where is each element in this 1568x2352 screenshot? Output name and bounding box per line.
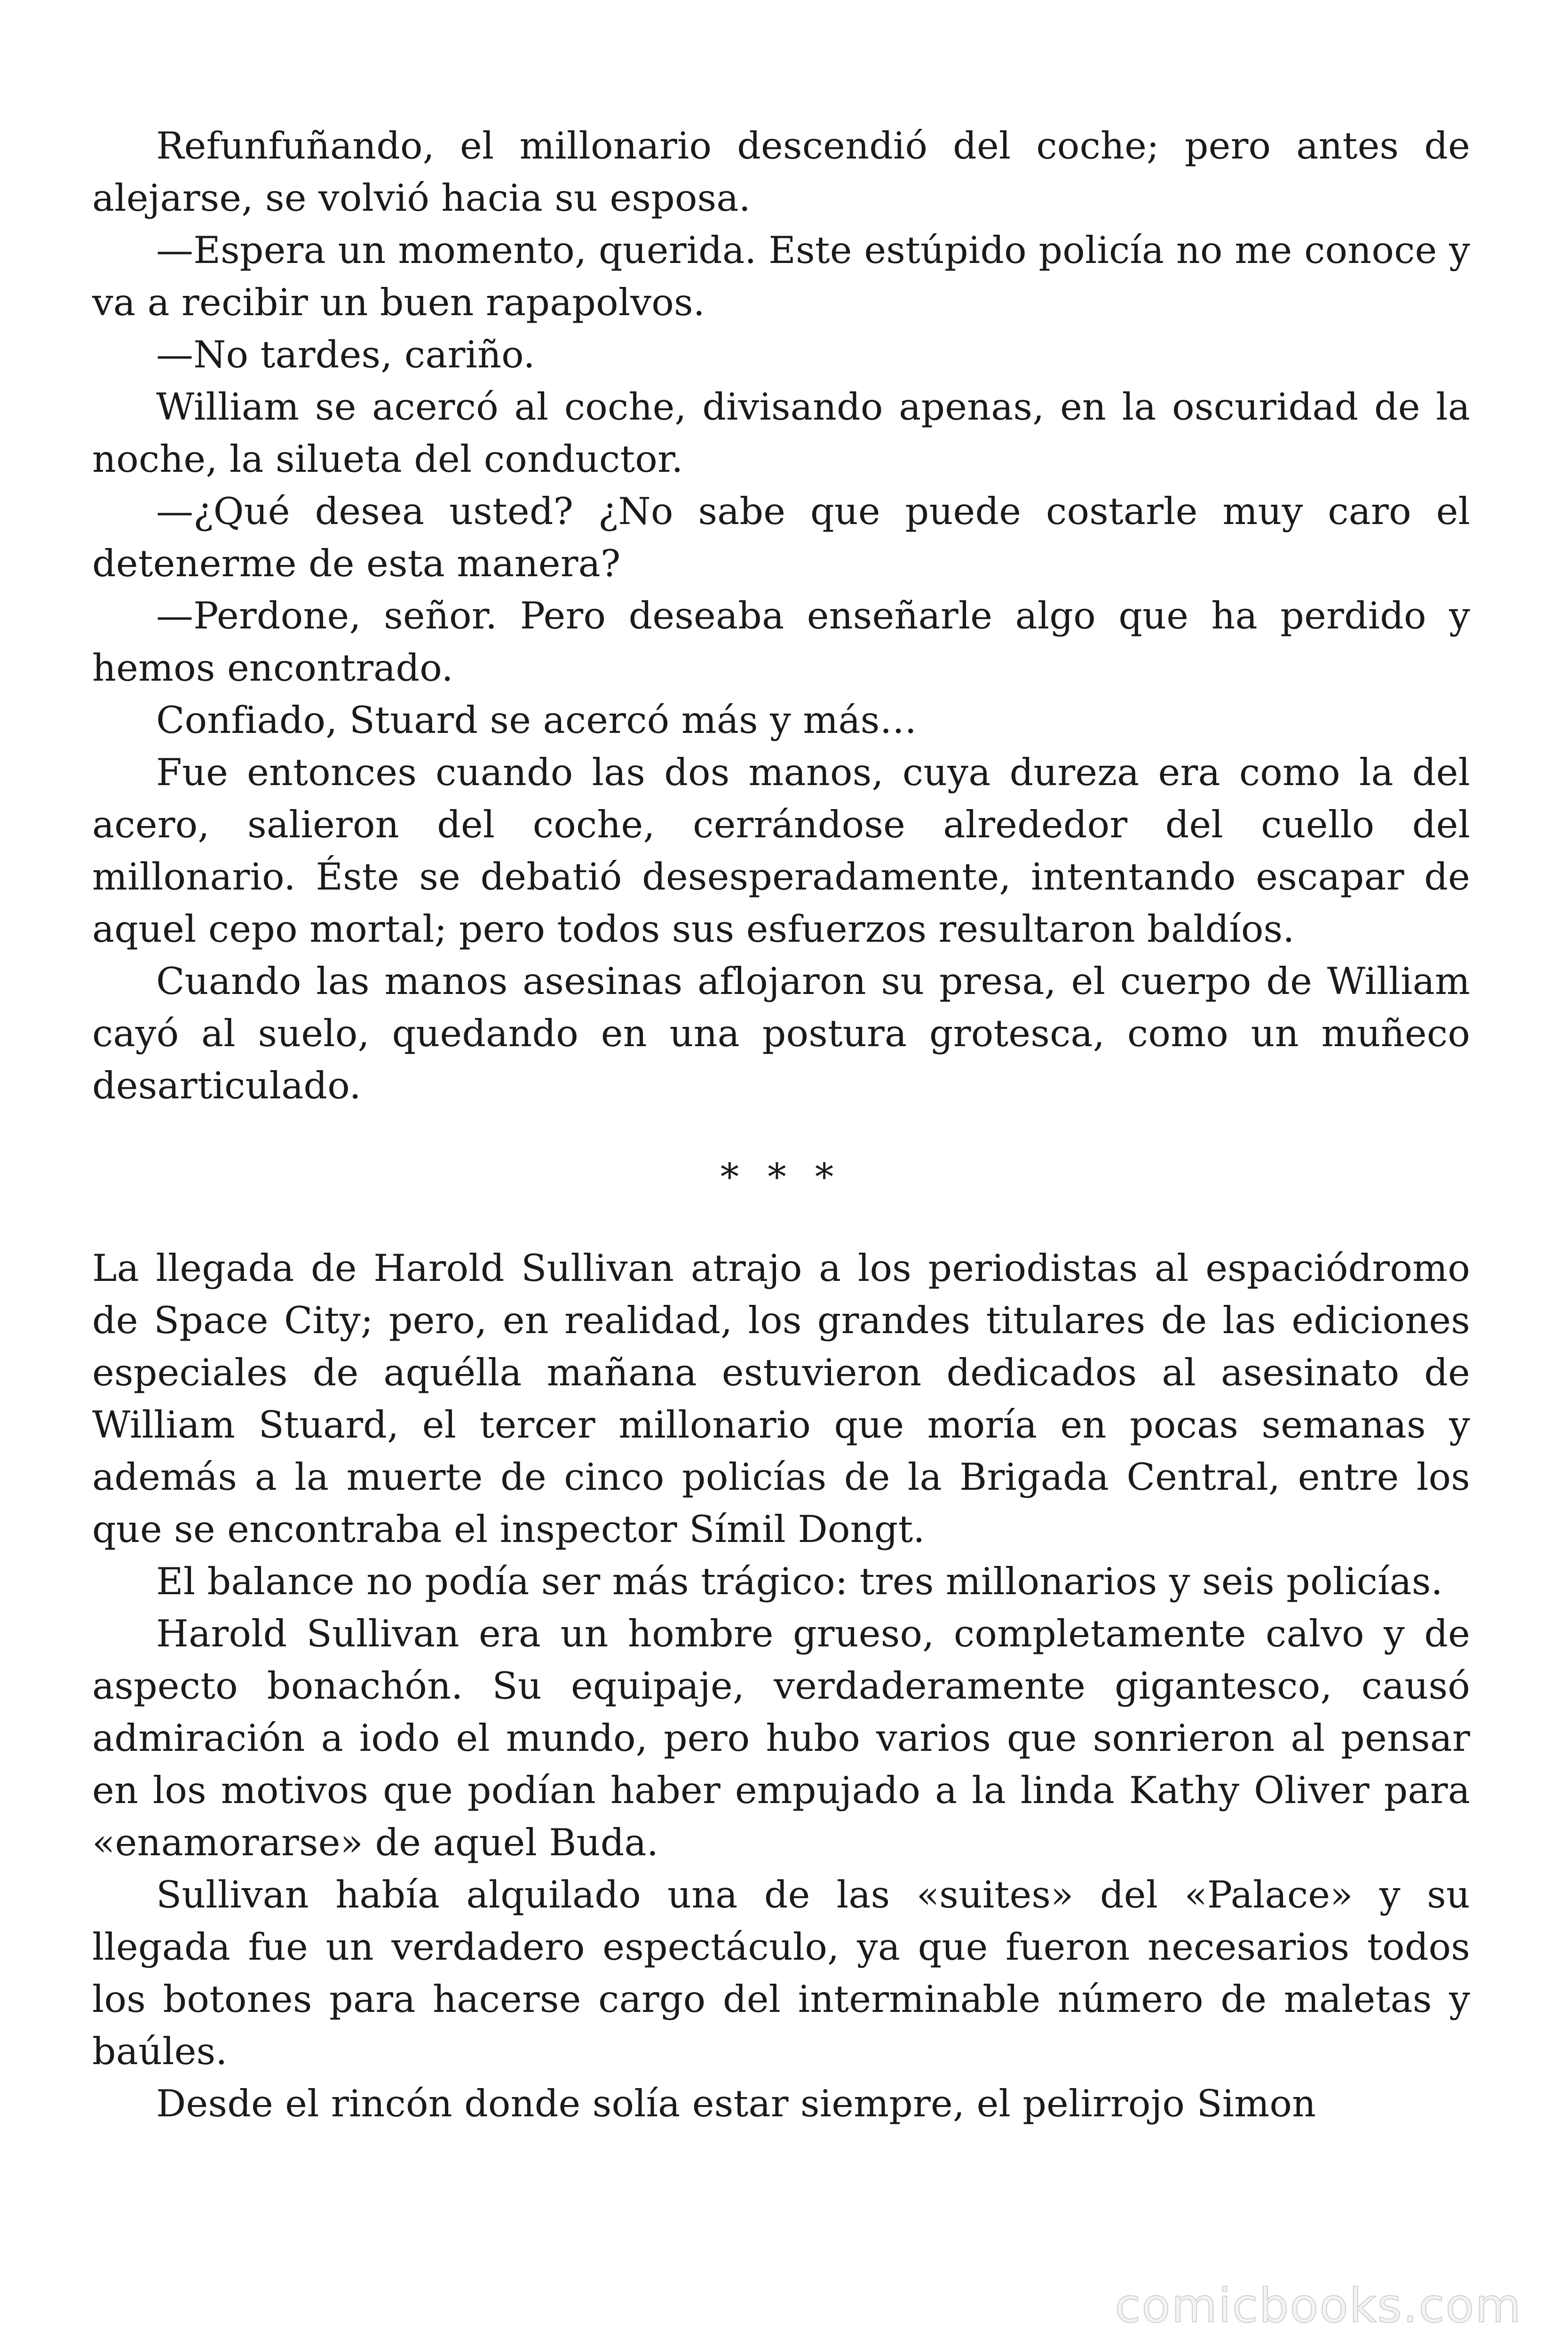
watermark: comicbooks.com xyxy=(1115,2278,1522,2333)
paragraph: Refunfuñando, el millonario descendió del coche; pero antes de alejarse, se volvió hacia su esposa. xyxy=(92,124,1470,220)
paragraph: Desde el rincón donde solía estar siempre, el pelirrojo Simon xyxy=(156,2082,1316,2125)
section-separator: * * * xyxy=(720,1155,842,1199)
paragraph: —¿Qué desea usted? ¿No sabe que puede costarle muy caro el detenerme de esta manera? xyxy=(92,490,1470,585)
page-body xyxy=(92,120,1470,2130)
paragraph: Fue entonces cuando las dos manos, cuya dureza era como la del acero, salieron del coche, cerrándose alrededor del cuello del millonario. Éste se debatió desesperadamente, intentando escapar de aquel cepo mortal; pero todos sus esfuerzos resultaron baldíos. xyxy=(92,751,1470,951)
paragraph: —Perdone, señor. Pero deseaba enseñarle algo que ha perdido y hemos encontrado. xyxy=(92,594,1470,690)
paragraph: —No tardes, cariño. xyxy=(156,333,535,376)
paragraph: —Espera un momento, querida. Este estúpido policía no me conoce y va a recibir un buen rapapolvos. xyxy=(92,229,1470,324)
paragraph: Cuando las manos asesinas aflojaron su presa, el cuerpo de William cayó al suelo, quedando en una postura grotesca, como un muñeco desarticulado. xyxy=(92,960,1470,1107)
paragraph: Harold Sullivan era un hombre grueso, completamente calvo y de aspecto bonachón. Su equipaje, verdaderamente gigantesco, causó admiración a iodo el mundo, pero hubo varios que sonrieron al pensar en los motivos que podían haber empujado a la linda Kathy Oliver para «enamorarse» de aquel Buda. xyxy=(92,1612,1470,1864)
paragraph: Confiado, Stuard se acercó más y más… xyxy=(156,699,917,742)
paragraph: Sullivan había alquilado una de las «suites» del «Palace» y su llegada fue un verdadero espectáculo, ya que fueron necesarios todos los botones para hacerse cargo del interminable número de maletas y baúles. xyxy=(92,1873,1470,2073)
paragraph: William se acercó al coche, divisando apenas, en la oscuridad de la noche, la silueta del conductor. xyxy=(92,385,1470,481)
paragraph-section-start: La llegada de Harold Sullivan atrajo a los periodistas al espaciódromo de Space City; pero, en realidad, los grandes titulares de las ediciones especiales de aquélla mañana estuvieron dedicados al asesinato de William Stuard, el tercer millonario que moría en pocas semanas y además a la muerte de cinco policías de la Brigada Central, entre los que se encontraba el inspector Símil Dongt. xyxy=(92,1247,1470,1551)
paragraph: El balance no podía ser más trágico: tres millonarios y seis policías. xyxy=(156,1560,1443,1603)
